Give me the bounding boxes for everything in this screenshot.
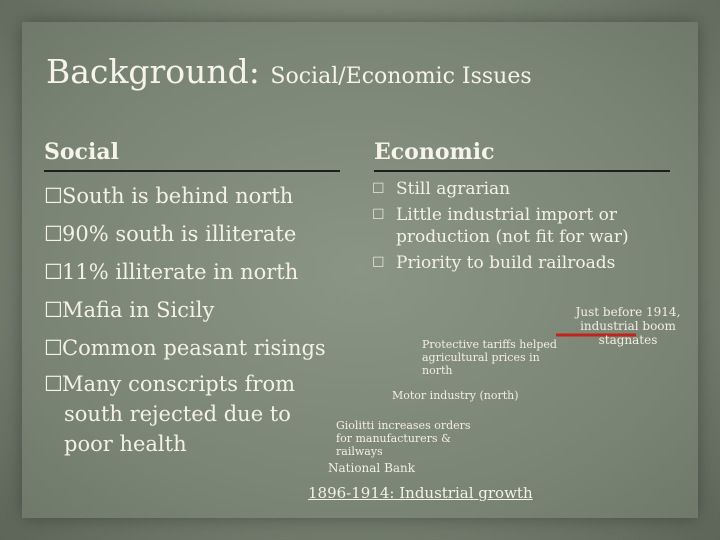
motor-note: Motor industry (north) [392, 389, 519, 402]
list-item [44, 369, 364, 459]
list-item-text: 11% illiterate in north [62, 260, 299, 284]
list-item [44, 177, 364, 215]
list-item [372, 252, 672, 274]
economic-heading: Economic [374, 139, 495, 165]
bullet-icon: ☐ [44, 184, 63, 208]
social-heading: Social [44, 139, 119, 165]
bullet-icon: ☐ [372, 207, 385, 223]
tariffs-note: Protective tariffs helped agricultural prices in north [422, 338, 557, 377]
list-item-text: South is behind north [62, 184, 294, 208]
list-item [44, 253, 364, 291]
list-item [372, 204, 672, 248]
bullet-icon: ☐ [372, 255, 385, 271]
list-item [44, 291, 364, 329]
bullet-icon: ☐ [372, 181, 385, 197]
title-main: Background: [46, 52, 271, 91]
bullet-icon: ☐ [44, 298, 63, 322]
slide-title [46, 52, 532, 91]
growth-caption: 1896-1914: Industrial growth [308, 484, 533, 502]
bullet-icon: ☐ [44, 336, 63, 360]
list-item [44, 329, 364, 367]
economic-rule [374, 170, 670, 172]
social-list [44, 177, 364, 459]
list-item-text: Many conscripts from [62, 372, 296, 396]
list-item-text: 90% south is illiterate [62, 222, 297, 246]
list-item-text: Common peasant risings [62, 336, 326, 360]
bullet-icon: ☐ [44, 260, 63, 284]
bank-note: National Bank [328, 461, 416, 475]
boom-note: Just before 1914, industrial boom stagnates [575, 305, 681, 347]
social-rule [44, 170, 340, 172]
list-item-text: Mafia in Sicily [62, 298, 215, 322]
list-item [372, 178, 672, 200]
list-item-text: Still agrarian [396, 179, 511, 199]
list-item-text-cont: south rejected due to [64, 402, 291, 426]
bullet-icon: ☐ [44, 222, 63, 246]
list-item-text: Priority to build railroads [396, 253, 616, 273]
giolitti-note: Giolitti increases orders for manufacturers & railways [336, 419, 471, 458]
list-item [44, 215, 364, 253]
list-item-text-cont: poor health [64, 432, 187, 456]
bullet-icon: ☐ [44, 372, 63, 396]
economic-list [372, 178, 672, 274]
list-item-text: Little industrial import or production (not fit for war) [396, 205, 629, 247]
title-sub: Social/Economic Issues [270, 64, 532, 89]
